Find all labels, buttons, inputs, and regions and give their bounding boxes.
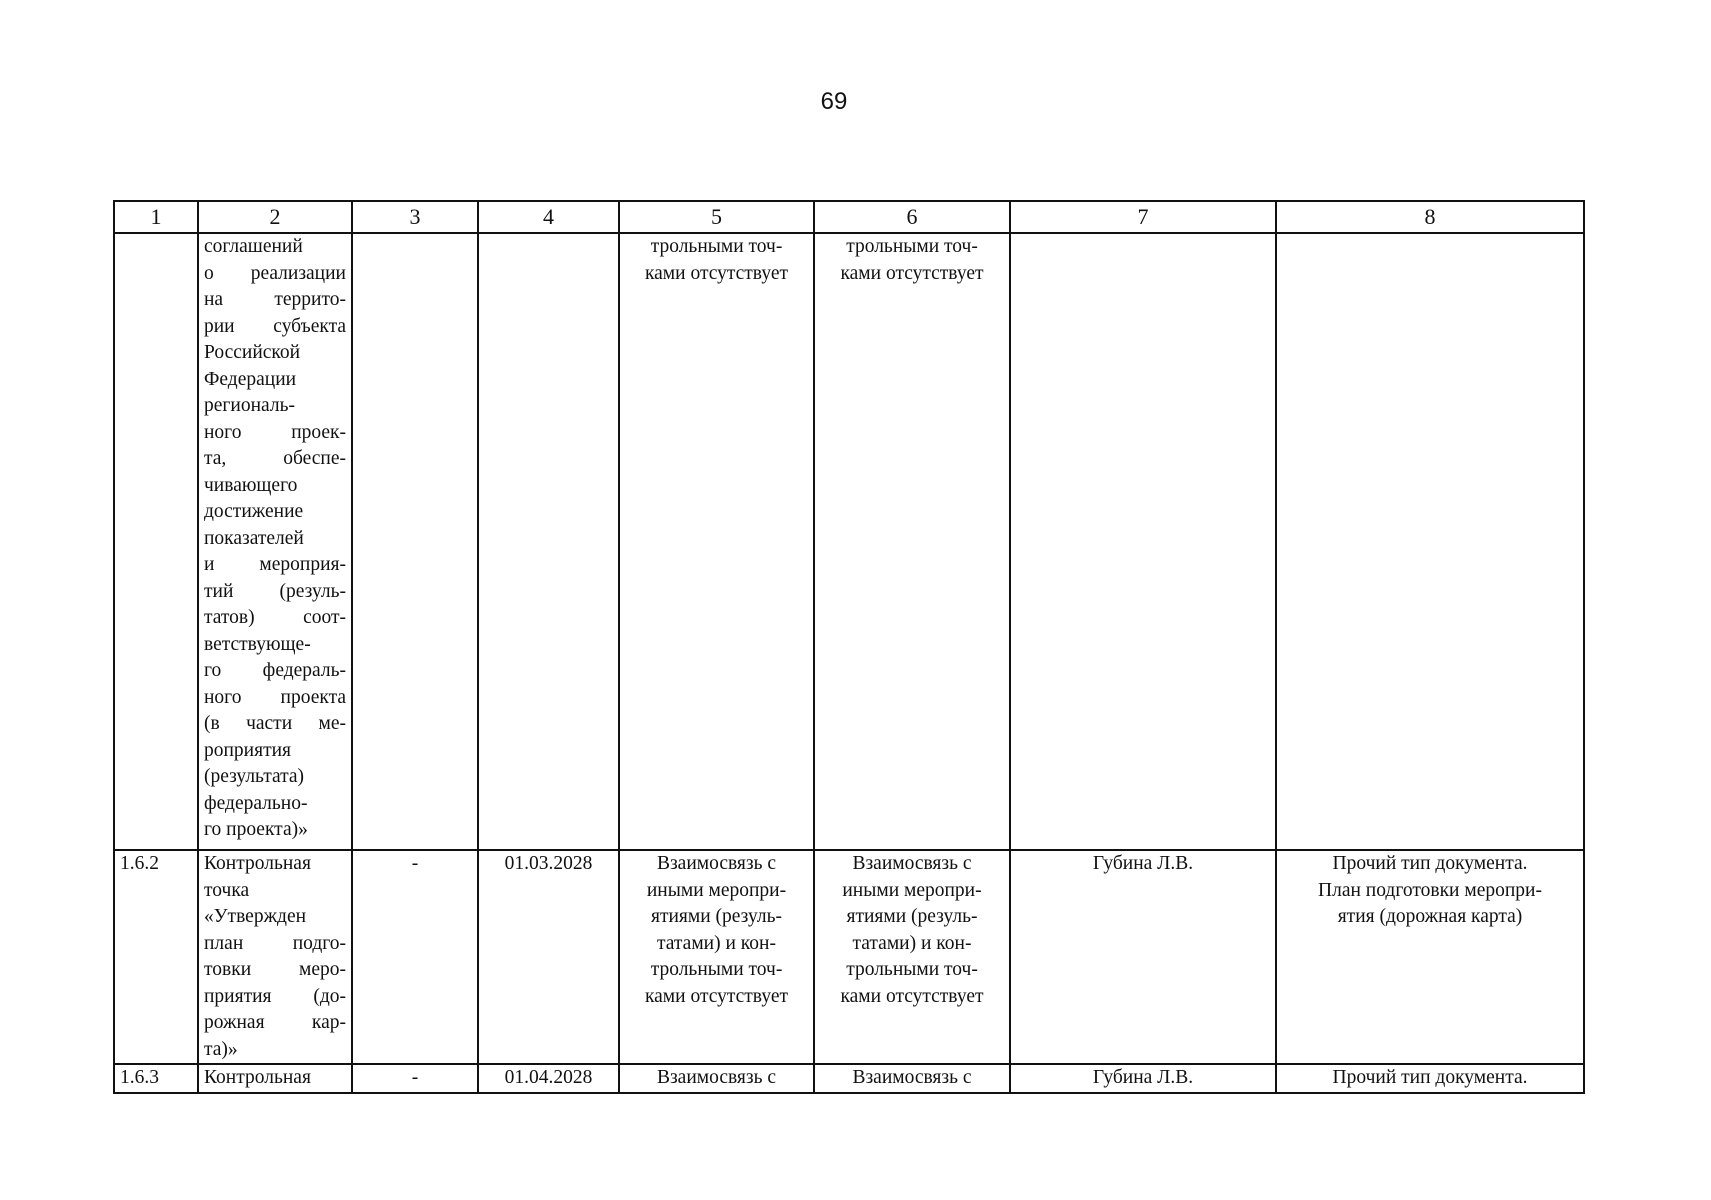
cell-text-line: (результата) xyxy=(204,766,305,787)
cell-text-line: рии субъекта xyxy=(204,315,346,337)
cell-text-line: трольными точ- xyxy=(650,236,783,257)
cell-text-line: Федерации xyxy=(204,368,297,390)
cell-text-line: ветствующе- xyxy=(204,633,311,655)
relation-cell xyxy=(814,233,1010,850)
cell-text-line: ятиями (резуль- xyxy=(651,906,782,927)
header-cell: 4 xyxy=(478,201,619,233)
predecessor-cell: - xyxy=(352,850,478,1064)
table-row xyxy=(114,1064,1584,1093)
cell-text-line: ками отсутствует xyxy=(644,262,789,284)
date-cell: 01.03.2028 xyxy=(478,850,619,1064)
cell-text-line: трольными точ- xyxy=(846,959,978,980)
relation-cell xyxy=(814,850,1010,1064)
cell-text-line: Прочий тип документа. xyxy=(1332,853,1528,874)
relation-cell xyxy=(619,850,814,1064)
relation-cell xyxy=(814,1064,1010,1093)
header-cell: 2 xyxy=(198,201,352,233)
cell-text-line: (в части ме- xyxy=(204,713,346,734)
document-type-cell xyxy=(1276,233,1584,850)
cell-text-line: го проекта)» xyxy=(204,819,308,840)
cell-text-line: Контрольная xyxy=(204,1067,311,1088)
cell-text-line: Прочий тип документа. xyxy=(1332,1067,1528,1088)
cell-text-line: точка xyxy=(204,879,250,901)
cell-text-line: товки меро- xyxy=(204,959,346,980)
predecessor-cell: - xyxy=(352,1064,478,1093)
table-row xyxy=(114,233,1584,850)
header-cell: 5 xyxy=(619,201,814,233)
item-name-cell xyxy=(198,233,352,850)
cell-text-line: ятиями (резуль- xyxy=(846,906,978,927)
cell-text-line: региональ- xyxy=(204,395,295,416)
date-cell xyxy=(478,233,619,850)
header-cell: 6 xyxy=(814,201,1010,233)
cell-text-line: и мероприя- xyxy=(204,554,346,575)
header-cell: 8 xyxy=(1276,201,1584,233)
cell-text-line: иными меропри- xyxy=(842,879,982,901)
cell-text-line: чивающего xyxy=(204,474,298,496)
cell-text-line: та)» xyxy=(204,1038,238,1060)
cell-text-line: Взаимосвязь с xyxy=(852,1067,972,1088)
cell-text-line: го федераль- xyxy=(204,660,346,681)
cell-text-line: на террито- xyxy=(204,289,346,310)
cell-text-line: о реализации xyxy=(204,262,346,284)
page-number: 69 xyxy=(820,88,848,115)
cell-text-line: трольными точ- xyxy=(650,959,783,980)
item-name-cell xyxy=(198,850,352,1064)
document-type-cell xyxy=(1276,1064,1584,1093)
cell-text-line: соглашений xyxy=(204,236,303,257)
item-number-cell: 1.6.3 xyxy=(114,1064,198,1093)
header-cell: 1 xyxy=(114,201,198,233)
cell-text-line: достижение xyxy=(204,501,304,522)
cell-text-line: ятия (дорожная карта) xyxy=(1337,906,1523,927)
relation-cell xyxy=(619,1064,814,1093)
cell-text-line: та, обеспе- xyxy=(204,448,346,469)
cell-text-line: Взаимосвязь с xyxy=(852,853,972,874)
cell-text-line: «Утвержден xyxy=(204,906,307,927)
cell-text-line: трольными точ- xyxy=(846,236,978,257)
cell-text-line: ками отсутствует xyxy=(840,985,984,1007)
cell-text-line: иными меропри- xyxy=(646,879,787,901)
responsible-cell: Губина Л.В. xyxy=(1010,1064,1276,1093)
item-name-cell xyxy=(198,1064,352,1093)
predecessor-cell xyxy=(352,233,478,850)
cell-text-line: Российской xyxy=(204,342,301,363)
cell-text-line: показателей xyxy=(204,527,304,549)
cell-text-line: Контрольная xyxy=(204,853,311,874)
date-cell: 01.04.2028 xyxy=(478,1064,619,1093)
cell-text-line: план подго- xyxy=(204,932,346,954)
cell-text-line: ками отсутствует xyxy=(644,985,789,1007)
cell-text-line: Взаимосвязь с xyxy=(656,853,777,874)
cell-text-line: План подготовки меропри- xyxy=(1318,879,1542,901)
responsible-cell xyxy=(1010,233,1276,850)
cell-text-line: татами) и кон- xyxy=(657,932,776,954)
cell-text-line: ного проекта xyxy=(204,686,346,708)
header-cell: 3 xyxy=(352,201,478,233)
cell-text-line: федерально- xyxy=(204,792,308,814)
relation-cell xyxy=(619,233,814,850)
cell-text-line: ками отсутствует xyxy=(840,262,984,284)
cell-text-line: рожная кар- xyxy=(204,1012,346,1033)
document-table xyxy=(113,200,1585,1094)
cell-text-line: ного проек- xyxy=(204,421,346,443)
document-type-cell xyxy=(1276,850,1584,1064)
cell-text-line: роприятия xyxy=(204,739,292,761)
responsible-cell: Губина Л.В. xyxy=(1010,850,1276,1064)
item-number-cell: 1.6.2 xyxy=(114,850,198,1064)
cell-text-line: приятия (до- xyxy=(204,985,346,1007)
cell-text-line: Взаимосвязь с xyxy=(656,1067,777,1088)
header-row xyxy=(114,201,1584,233)
item-number-cell xyxy=(114,233,198,850)
cell-text-line: татов) соот- xyxy=(204,607,346,628)
cell-text-line: татами) и кон- xyxy=(852,932,972,954)
table-row xyxy=(114,850,1584,1064)
header-cell: 7 xyxy=(1010,201,1276,233)
cell-text-line: тий (резуль- xyxy=(204,580,346,602)
